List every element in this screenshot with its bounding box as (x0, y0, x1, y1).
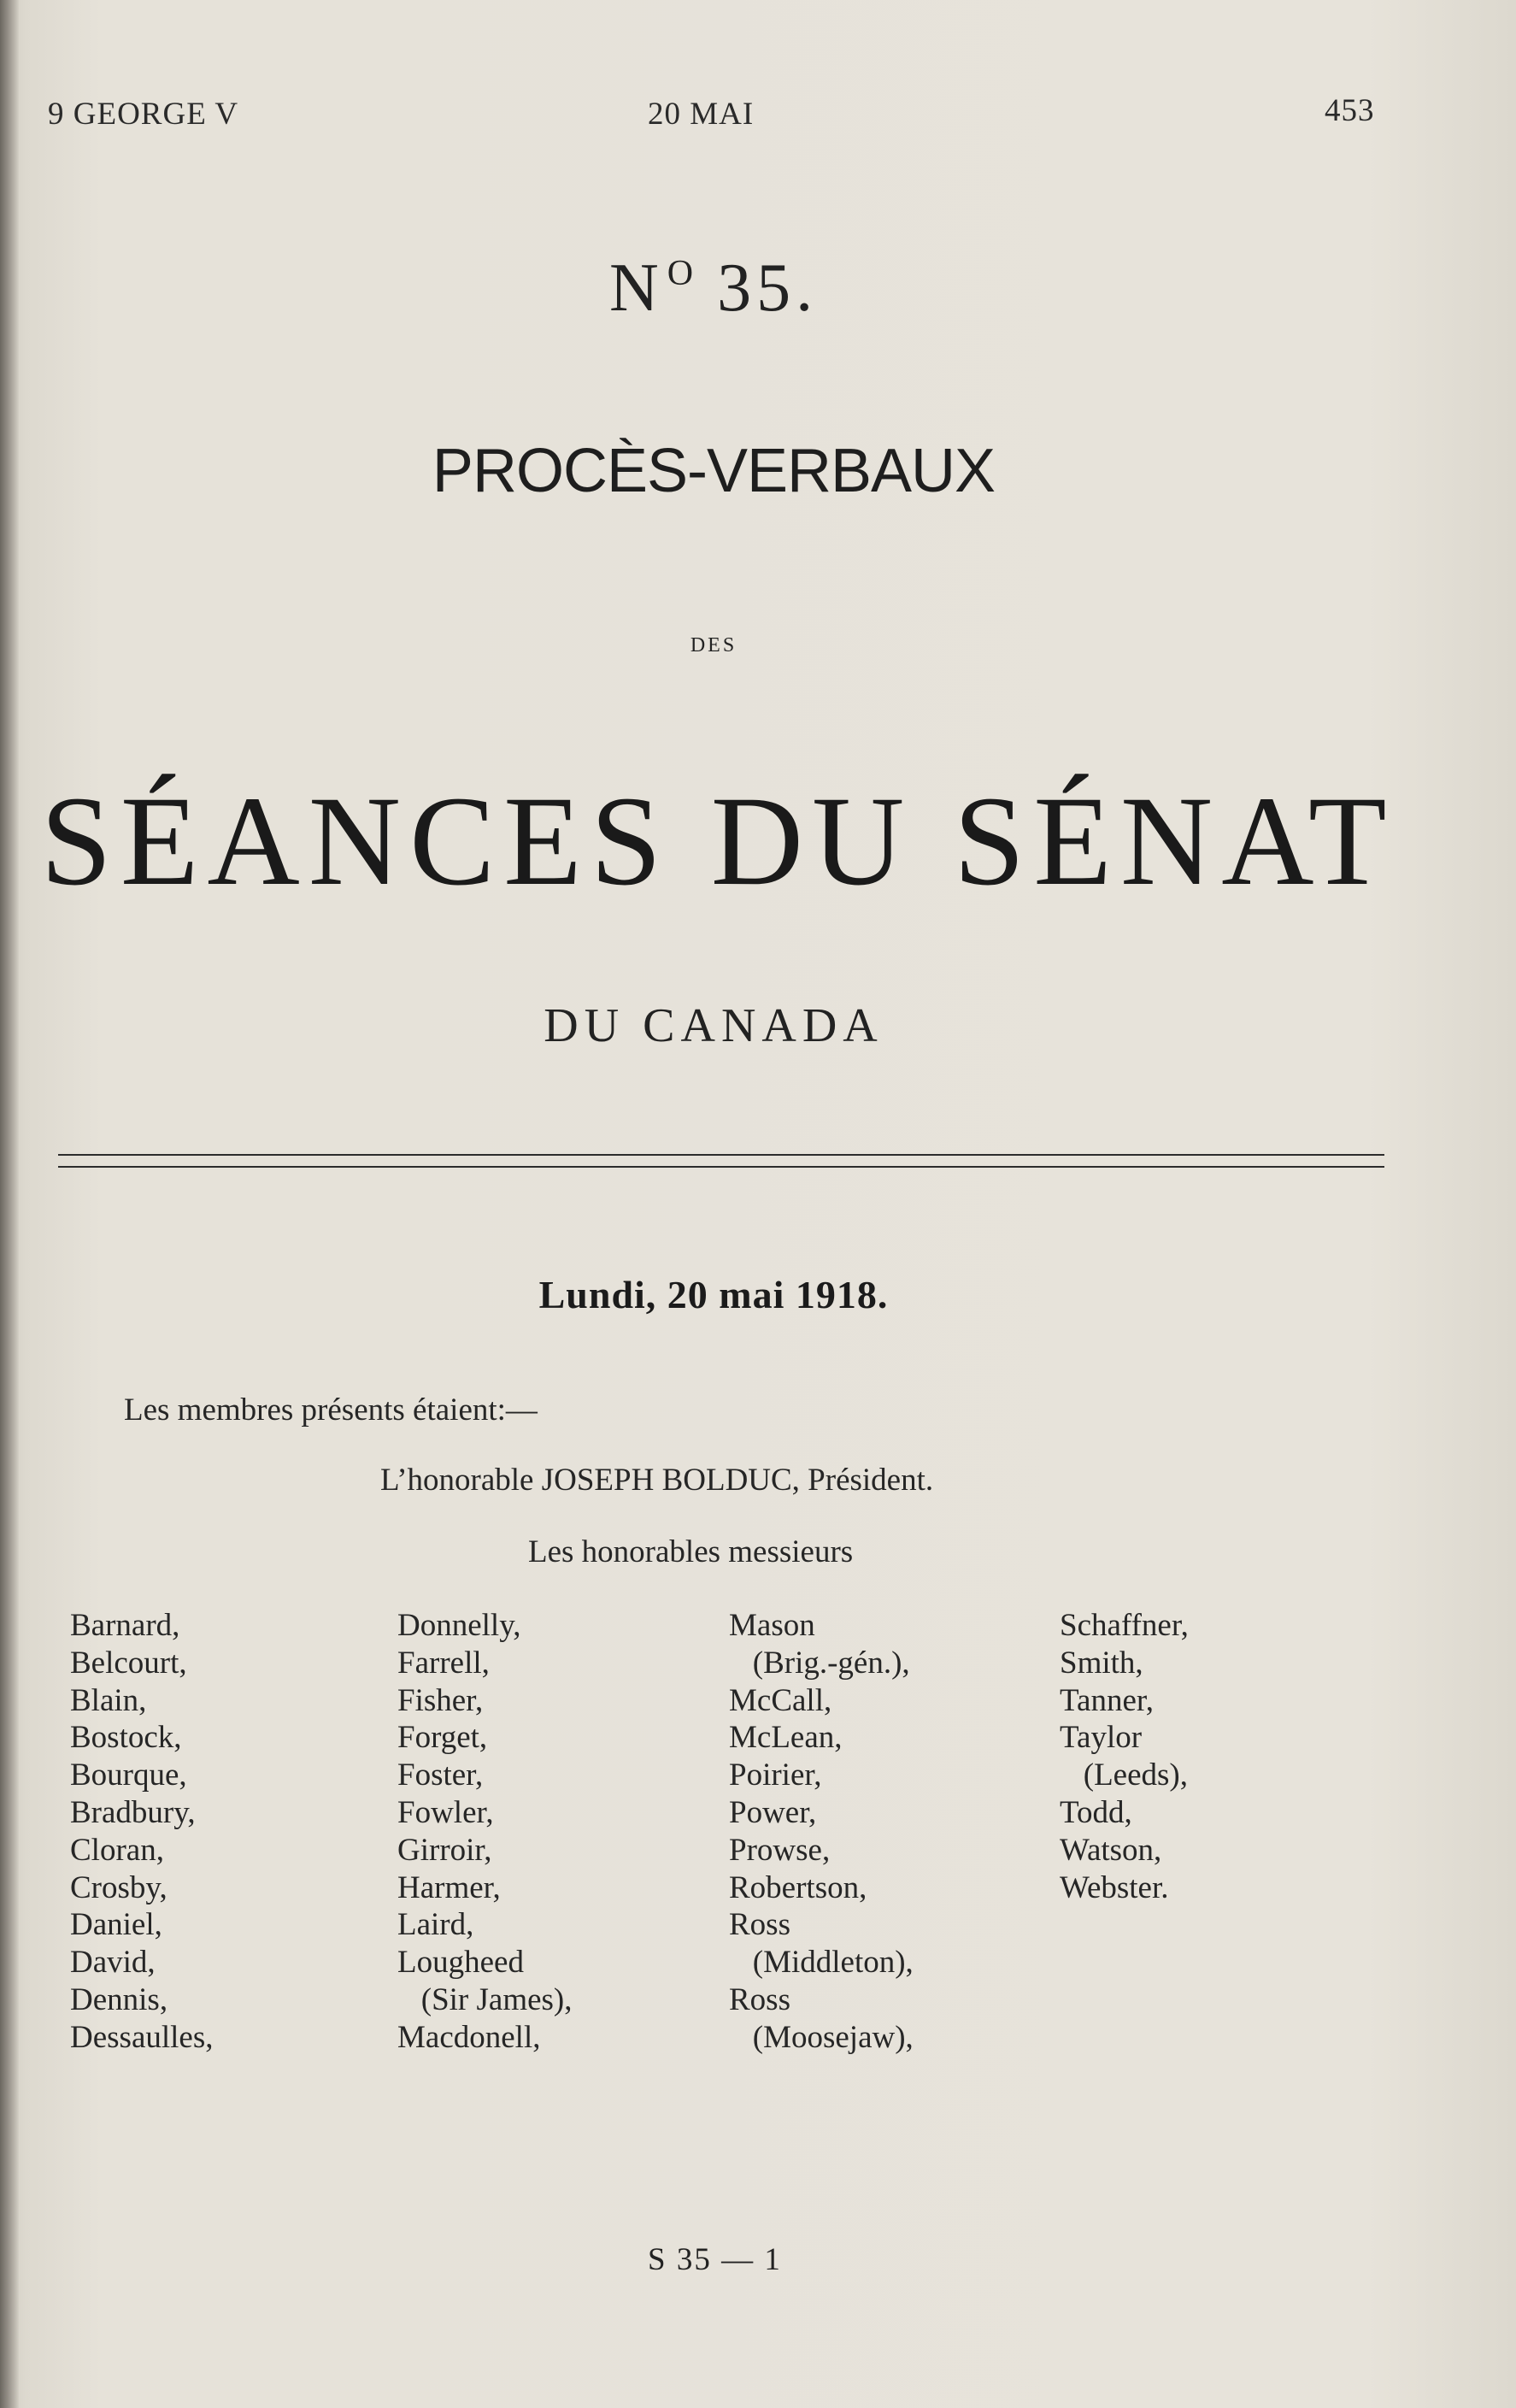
member-name: Laird, (397, 1907, 474, 1943)
member-name: Cloran, (70, 1832, 164, 1868)
member-name: Taylor (1060, 1720, 1143, 1756)
issue-value: 35. (717, 250, 819, 326)
session-date: Lundi, 20 mai 1918. (538, 1273, 889, 1316)
members-column-4 (1060, 1607, 1189, 1906)
member-name: Donnelly, (397, 1608, 521, 1643)
member-name: Farrell, (397, 1645, 490, 1681)
members-column-3 (729, 1607, 914, 2057)
member-name: Barnard, (70, 1608, 180, 1643)
member-name: Fowler, (397, 1794, 494, 1830)
member-name: Schaffner, (1060, 1608, 1189, 1643)
header-center: 20 MAI (648, 97, 755, 132)
member-name: Dennis, (70, 1981, 168, 2017)
book-spine (0, 0, 19, 2408)
footer-signature: S 35 — 1 (648, 2242, 782, 2277)
member-name: Forget, (397, 1720, 488, 1756)
member-name: McCall, (729, 1682, 832, 1718)
member-name: Robertson, (729, 1869, 867, 1905)
intro-text: Les membres présents étaient:— (124, 1392, 538, 1428)
member-name: Power, (729, 1794, 817, 1830)
member-name: David, (70, 1945, 156, 1981)
member-name: (Sir James), (397, 1981, 573, 2017)
issue-sup: O (667, 254, 696, 293)
member-name: Webster. (1060, 1869, 1169, 1905)
member-name: Fisher, (397, 1682, 484, 1718)
member-name: Watson, (1060, 1832, 1162, 1868)
member-name: Blain, (70, 1682, 147, 1718)
member-name: Girroir, (397, 1832, 492, 1868)
member-name: Foster, (397, 1757, 484, 1793)
member-name: Bostock, (70, 1720, 182, 1756)
member-name: Lougheed (397, 1945, 524, 1981)
member-name: Smith, (1060, 1645, 1143, 1681)
member-name: Tanner, (1060, 1682, 1154, 1718)
issue-prefix: N (608, 250, 664, 326)
members-heading: Les honorables messieurs (528, 1534, 854, 1569)
member-name: Crosby, (70, 1869, 167, 1905)
member-name: Ross (729, 1981, 790, 2017)
members-column-1 (70, 1607, 214, 2057)
title-country: DU CANADA (544, 999, 884, 1052)
page-number: 453 (1325, 93, 1375, 128)
title-proces-verbaux: PROCÈS-VERBAUX (432, 437, 996, 505)
double-rule-bottom (58, 1166, 1384, 1168)
issue-number (0, 250, 1427, 327)
member-name: McLean, (729, 1720, 843, 1756)
title-main: SÉANCES DU SÉNAT (40, 770, 1396, 912)
member-name: Prowse, (729, 1832, 831, 1868)
member-name: Mason (729, 1608, 815, 1643)
double-rule-top (58, 1154, 1384, 1156)
header-left: 9 GEORGE V (48, 97, 239, 132)
member-name: (Middleton), (729, 1945, 914, 1981)
member-name: Harmer, (397, 1869, 501, 1905)
member-name: (Brig.-gén.), (729, 1645, 910, 1681)
member-name: Poirier, (729, 1757, 822, 1793)
member-name: Belcourt, (70, 1645, 187, 1681)
member-name: Macdonell, (397, 2019, 541, 2055)
members-column-2 (397, 1607, 573, 2057)
member-name: (Moosejaw), (729, 2019, 914, 2055)
member-name: Ross (729, 1907, 790, 1943)
member-name: Dessaulles, (70, 2019, 214, 2055)
member-name: Bradbury, (70, 1794, 196, 1830)
president-line: L’honorable JOSEPH BOLDUC, Président. (380, 1463, 934, 1498)
member-name: Daniel, (70, 1907, 162, 1943)
member-name: (Leeds), (1060, 1757, 1188, 1793)
title-des: DES (690, 634, 737, 656)
member-name: Todd, (1060, 1794, 1132, 1830)
member-name: Bourque, (70, 1757, 187, 1793)
